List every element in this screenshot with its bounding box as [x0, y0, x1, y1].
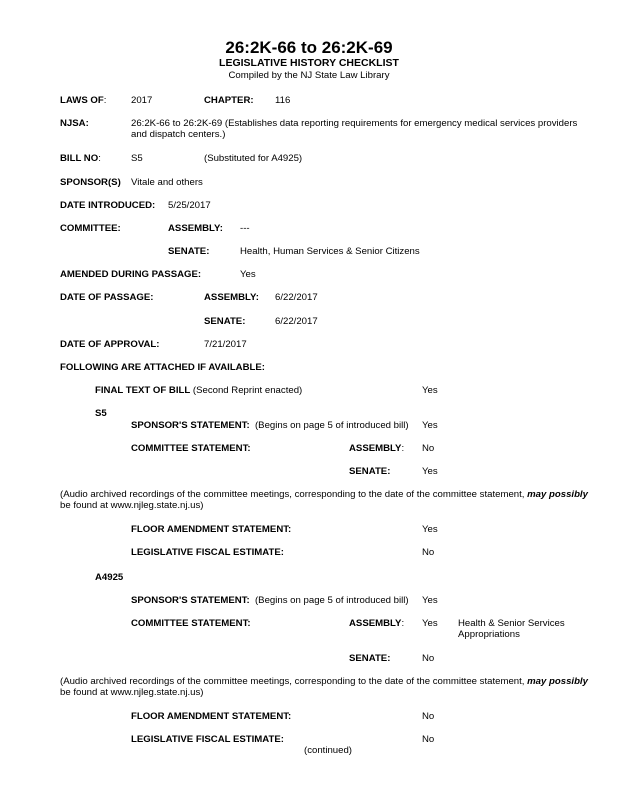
s5-committee-assembly-value: No	[422, 443, 435, 454]
a4925-fiscal-estimate-label: LEGISLATIVE FISCAL ESTIMATE:	[131, 734, 284, 745]
njsa-value-line1: 26:2K-66 to 26:2K-69 (Establishes data reporting requirements for emergency medical services providers	[131, 118, 578, 129]
date-introduced-value: 5/25/2017	[168, 200, 211, 211]
amended-label: AMENDED DURING PASSAGE:	[60, 269, 202, 280]
a4925-committee-assembly-label: ASSEMBLY:	[349, 618, 405, 629]
bill-no-value: S5	[131, 153, 143, 164]
a4925-floor-amendment-value: No	[422, 711, 435, 722]
bill-substituted: (Substituted for A4925)	[204, 153, 303, 164]
page-title: 26:2K-66 to 26:2K-69	[225, 38, 393, 57]
continued-note: (continued)	[304, 745, 352, 756]
a4925-audio-note-line1: (Audio archived recordings of the committee meetings, corresponding to the date of the committee statement, may possibly	[60, 676, 588, 687]
a4925-committee-senate-label: SENATE:	[349, 653, 391, 664]
committee-senate-value: Health, Human Services & Senior Citizens	[240, 246, 420, 257]
a4925-committee-senate-value: No	[422, 653, 435, 664]
a4925-assembly-committee-line2: Appropriations	[458, 629, 520, 640]
passage-assembly-label: ASSEMBLY:	[204, 292, 259, 303]
njsa-value-line2: and dispatch centers.)	[131, 129, 226, 140]
laws-of-label: LAWS OF:	[60, 95, 107, 106]
final-text-label: FINAL TEXT OF BILL (Second Reprint enacted)	[95, 385, 303, 396]
s5-committee-senate-value: Yes	[422, 466, 438, 477]
s5-committee-statement-label: COMMITTEE STATEMENT:	[131, 443, 251, 454]
approval-value: 7/21/2017	[204, 339, 247, 350]
final-text-value: Yes	[422, 385, 438, 396]
chapter-value: 116	[275, 95, 291, 106]
s5-fiscal-estimate-value: No	[422, 547, 435, 558]
amended-value: Yes	[240, 269, 256, 280]
a4925-sponsor-statement-label: SPONSOR'S STATEMENT: (Begins on page 5 of introduced bill)	[131, 595, 409, 606]
committee-label: COMMITTEE:	[60, 223, 121, 234]
njsa-label: NJSA:	[60, 118, 89, 129]
a4925-audio-note-line2: be found at www.njleg.state.nj.us)	[60, 687, 204, 698]
a4925-committee-statement-label: COMMITTEE STATEMENT:	[131, 618, 251, 629]
s5-committee-senate-label: SENATE:	[349, 466, 391, 477]
passage-assembly-value: 6/22/2017	[275, 292, 318, 303]
date-introduced-label: DATE INTRODUCED:	[60, 200, 156, 211]
s5-committee-assembly-label: ASSEMBLY:	[349, 443, 405, 454]
attached-heading: FOLLOWING ARE ATTACHED IF AVAILABLE:	[60, 362, 265, 373]
a4925-bill-label: A4925	[95, 572, 124, 583]
a4925-fiscal-estimate-value: No	[422, 734, 435, 745]
passage-senate-value: 6/22/2017	[275, 316, 318, 327]
compiled-by: Compiled by the NJ State Law Library	[228, 70, 390, 81]
chapter-label: CHAPTER:	[204, 95, 254, 106]
s5-sponsor-statement-value: Yes	[422, 420, 438, 431]
a4925-floor-amendment-label: FLOOR AMENDMENT STATEMENT:	[131, 711, 292, 722]
page-subtitle: LEGISLATIVE HISTORY CHECKLIST	[219, 57, 399, 69]
sponsor-value: Vitale and others	[131, 177, 203, 188]
passage-senate-label: SENATE:	[204, 316, 246, 327]
sponsor-label: SPONSOR(S)	[60, 177, 121, 188]
a4925-committee-assembly-value: Yes	[422, 618, 438, 629]
s5-audio-note-line2: be found at www.njleg.state.nj.us)	[60, 500, 204, 511]
s5-sponsor-statement-label: SPONSOR'S STATEMENT: (Begins on page 5 of introduced bill)	[131, 420, 409, 431]
committee-senate-label: SENATE:	[168, 246, 210, 257]
s5-fiscal-estimate-label: LEGISLATIVE FISCAL ESTIMATE:	[131, 547, 284, 558]
a4925-sponsor-statement-value: Yes	[422, 595, 438, 606]
committee-assembly-value: ---	[240, 223, 250, 234]
a4925-assembly-committee-line1: Health & Senior Services	[458, 618, 565, 629]
s5-floor-amendment-value: Yes	[422, 524, 438, 535]
bill-no-label: BILL NO:	[60, 153, 101, 164]
committee-assembly-label: ASSEMBLY:	[168, 223, 223, 234]
s5-bill-label: S5	[95, 408, 107, 419]
approval-label: DATE OF APPROVAL:	[60, 339, 160, 350]
s5-audio-note-line1: (Audio archived recordings of the committee meetings, corresponding to the date of the committee statement, may possibly	[60, 489, 588, 500]
passage-label: DATE OF PASSAGE:	[60, 292, 154, 303]
s5-floor-amendment-label: FLOOR AMENDMENT STATEMENT:	[131, 524, 292, 535]
laws-of-year: 2017	[131, 95, 153, 106]
